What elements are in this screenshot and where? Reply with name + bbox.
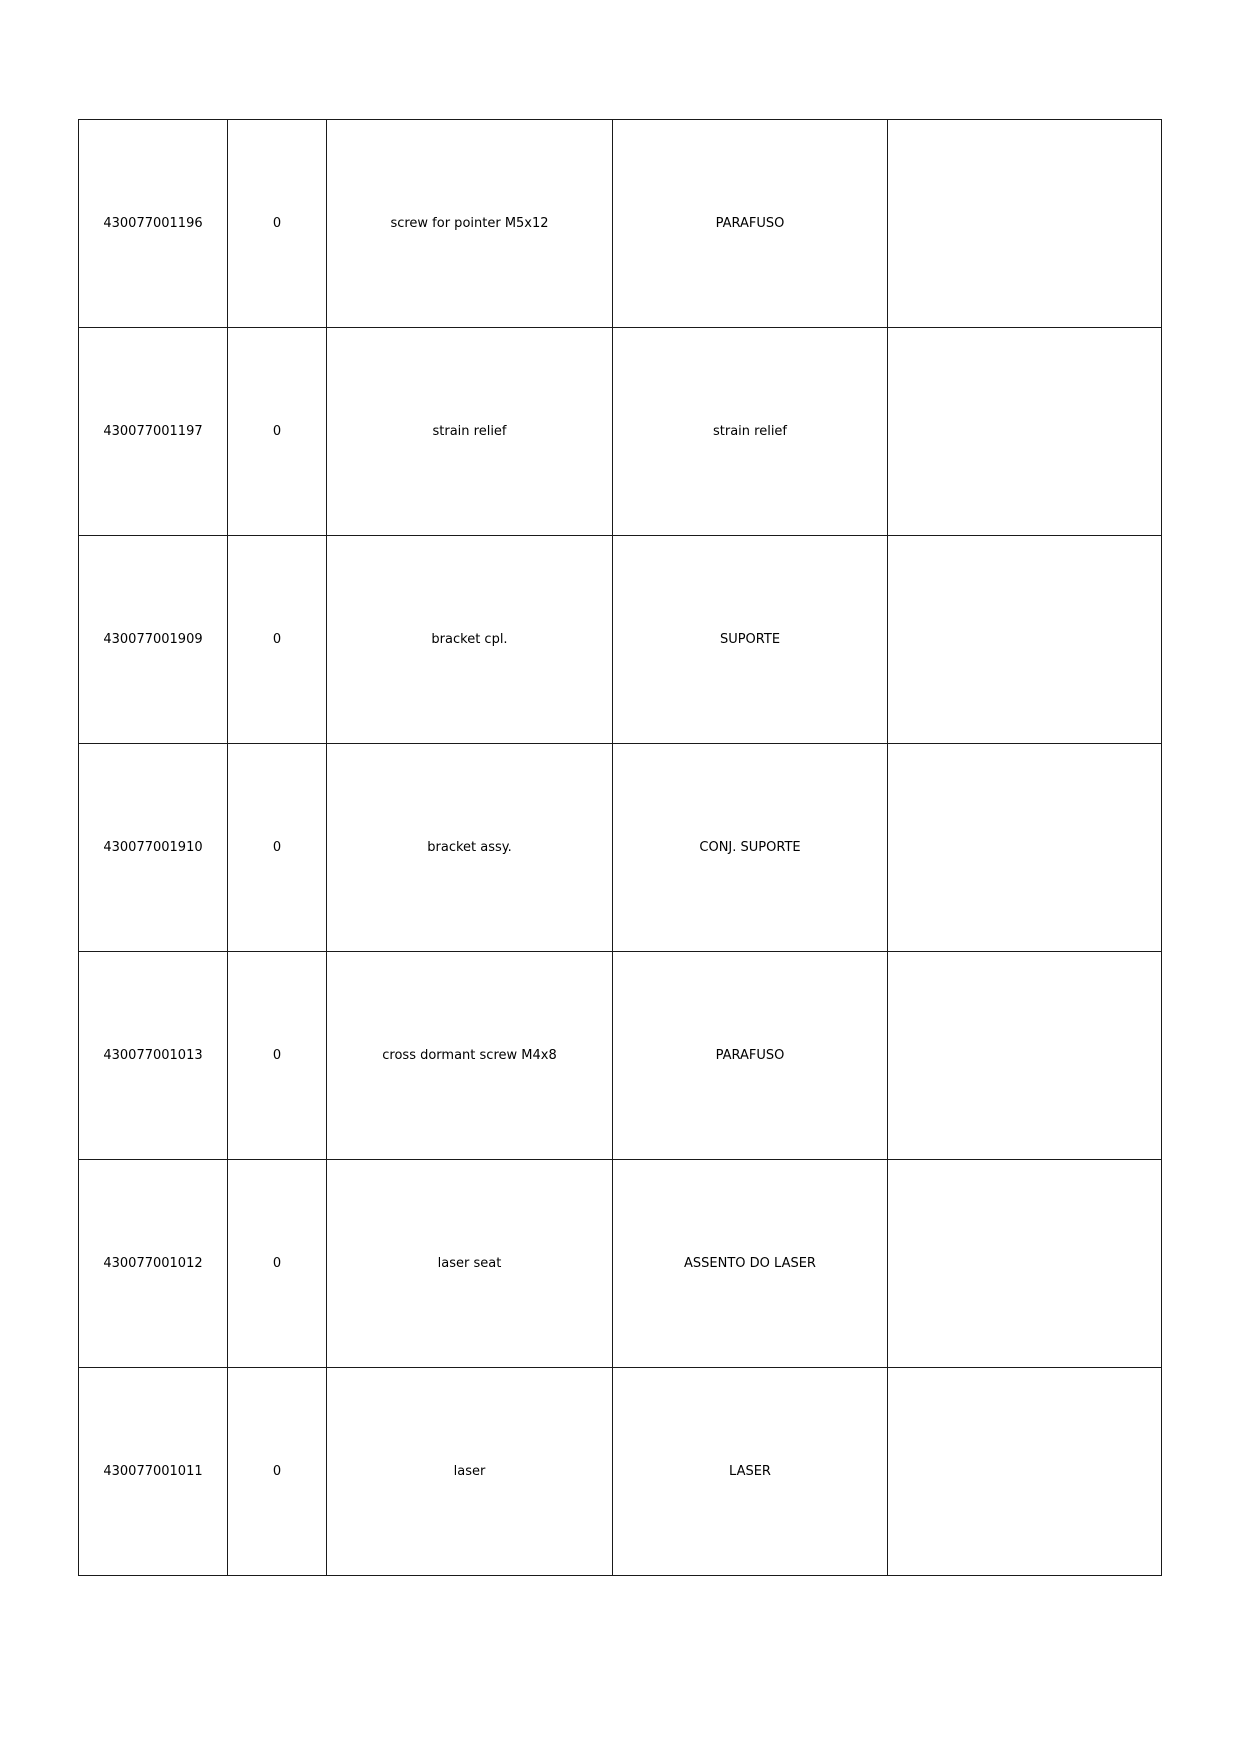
description-pt-cell: LASER — [613, 1368, 888, 1576]
part-number-cell: 430077001910 — [79, 744, 228, 952]
quantity-cell: 0 — [228, 1368, 327, 1576]
description-en-cell: screw for pointer M5x12 — [327, 120, 613, 328]
part-number-cell: 430077001013 — [79, 952, 228, 1160]
table-row — [79, 120, 1162, 328]
table-row — [79, 328, 1162, 536]
table-row — [79, 1368, 1162, 1576]
quantity-cell: 0 — [228, 952, 327, 1160]
description-en-cell: bracket cpl. — [327, 536, 613, 744]
table-row — [79, 1160, 1162, 1368]
notes-cell — [888, 744, 1162, 952]
notes-cell — [888, 120, 1162, 328]
part-number-cell: 430077001011 — [79, 1368, 228, 1576]
description-en-cell: laser — [327, 1368, 613, 1576]
description-pt-cell: SUPORTE — [613, 536, 888, 744]
description-pt-cell: CONJ. SUPORTE — [613, 744, 888, 952]
description-en-cell: strain relief — [327, 328, 613, 536]
description-pt-cell: strain relief — [613, 328, 888, 536]
description-pt-cell: PARAFUSO — [613, 120, 888, 328]
quantity-cell: 0 — [228, 328, 327, 536]
notes-cell — [888, 1368, 1162, 1576]
description-en-cell: cross dormant screw M4x8 — [327, 952, 613, 1160]
parts-table — [78, 119, 1162, 1576]
notes-cell — [888, 1160, 1162, 1368]
table-row — [79, 744, 1162, 952]
part-number-cell: 430077001197 — [79, 328, 228, 536]
part-number-cell: 430077001196 — [79, 120, 228, 328]
notes-cell — [888, 536, 1162, 744]
part-number-cell: 430077001909 — [79, 536, 228, 744]
description-en-cell: laser seat — [327, 1160, 613, 1368]
quantity-cell: 0 — [228, 744, 327, 952]
notes-cell — [888, 952, 1162, 1160]
description-en-cell: bracket assy. — [327, 744, 613, 952]
description-pt-cell: PARAFUSO — [613, 952, 888, 1160]
quantity-cell: 0 — [228, 120, 327, 328]
parts-table-body — [79, 120, 1162, 1576]
part-number-cell: 430077001012 — [79, 1160, 228, 1368]
quantity-cell: 0 — [228, 1160, 327, 1368]
description-pt-cell: ASSENTO DO LASER — [613, 1160, 888, 1368]
table-row — [79, 952, 1162, 1160]
quantity-cell: 0 — [228, 536, 327, 744]
notes-cell — [888, 328, 1162, 536]
table-row — [79, 536, 1162, 744]
